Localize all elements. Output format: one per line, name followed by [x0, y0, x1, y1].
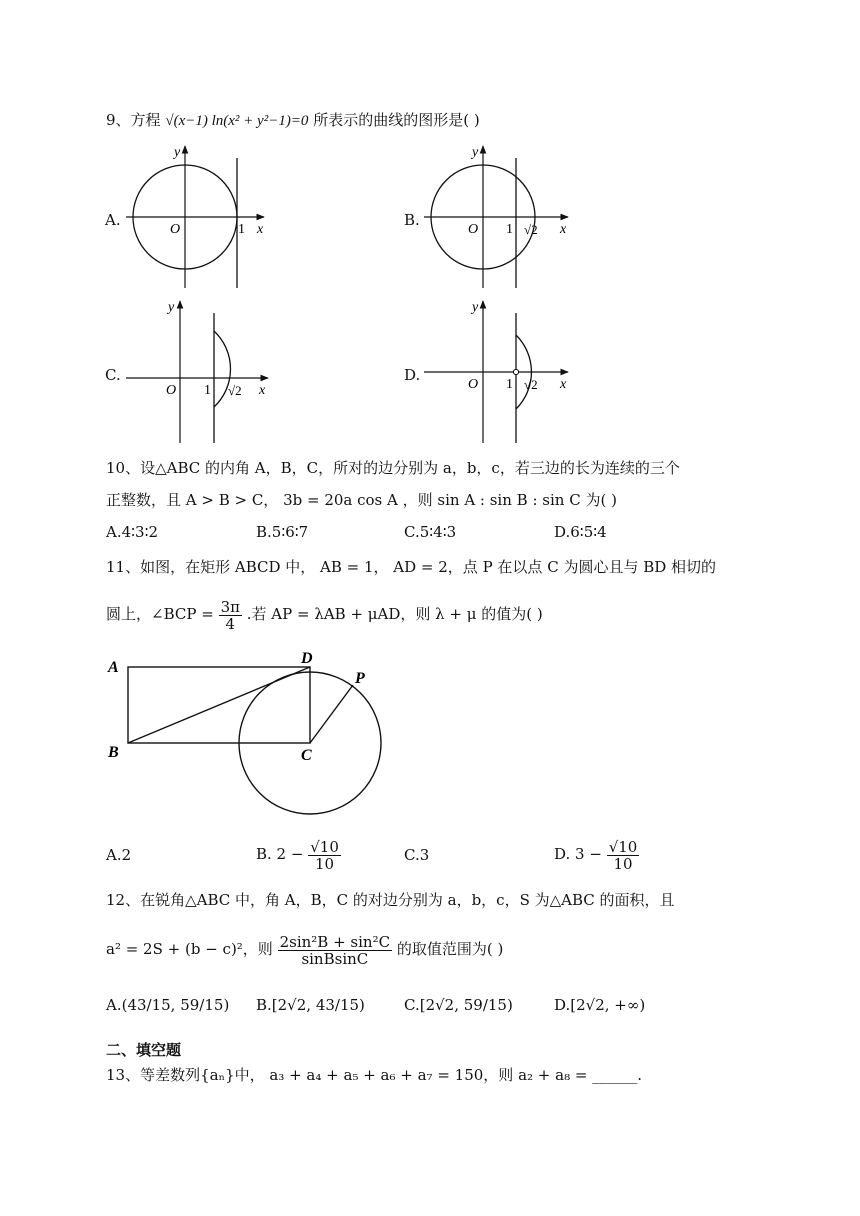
q12-option-d: D.[2√2, +∞) [554, 996, 646, 1014]
angle-fraction: $\frac{3\pi}{4}$ [220, 597, 240, 633]
one-label: 1 [506, 222, 513, 237]
q12-option-a: A.(43/15, 59/15) [106, 996, 230, 1014]
x-label: x [560, 377, 567, 392]
q12-line2: a² = 2S + (b − c)²，则 $\frac{\text{2sin²B + sin²C}}{\text{sinBsinC}}$ 的取值范围为( ) [106, 932, 504, 968]
label-b: B [108, 744, 119, 761]
x-label: x [560, 222, 567, 237]
q11-line1: 11、如图，在矩形 ABCD 中， AB = 1， AD = 2，点 P 在以点 C 为圆心且与 BD 相切的 [106, 558, 717, 576]
q11-option-a: A.2 [106, 846, 132, 864]
q10-option-d: D.6∶5∶4 [554, 523, 607, 541]
y-label: y [174, 145, 181, 160]
one-label: 1 [204, 383, 211, 398]
label-d: D [301, 650, 313, 667]
q9-option-b-label: B. [404, 211, 420, 229]
y-label: y [472, 145, 479, 160]
label-a: A [108, 659, 119, 676]
one-label: 1 [238, 222, 245, 237]
origin-label: O [166, 383, 177, 398]
x-label: x [257, 222, 264, 237]
q11-figure [100, 645, 400, 820]
diagonal-bd [128, 667, 310, 743]
q10-option-a: A.4∶3∶2 [106, 523, 159, 541]
q11-option-d: D. 3 − $\frac{√10}{10}$ [554, 837, 638, 873]
q9-graph-a [122, 140, 282, 290]
q12-option-c: C.[2√2, 59/15) [404, 996, 513, 1014]
label-p: P [355, 670, 365, 687]
y-label: y [472, 300, 479, 315]
q9-graph-d [420, 295, 580, 445]
q13-stem: 13、等差数列{aₙ}中， a₃ + a₄ + a₅ + a₆ + a₇ = 150，则 a₂ + a₈ = ______. [106, 1066, 642, 1084]
origin-label: O [468, 377, 479, 392]
label-c: C [301, 747, 312, 764]
q10-line2: 正整数，且 A > B > C， 3b = 20a cos A ，则 sin A : sin B : sin C 为( ) [106, 491, 617, 509]
x-label: x [259, 383, 266, 398]
q9-stem: 9、方程 √(x−1) ln(x² + y²−1)=0 所表示的曲线的图形是( ) [106, 111, 480, 129]
section-title: 二、填空题 [106, 1041, 182, 1059]
sqrt2-label: √2 [228, 383, 242, 398]
q9-equation: √(x−1) ln(x² + y²−1)=0 [165, 113, 309, 129]
q9-option-a-label: A. [105, 211, 121, 229]
q12-line1: 12、在锐角△ABC 中，角 A，B，C 的对边分别为 a，b，c，S 为△ABC 的面积，且 [106, 891, 675, 909]
y-label: y [168, 300, 175, 315]
sqrt2-label: √2 [524, 377, 538, 392]
open-point [513, 369, 518, 374]
ratio-fraction: $\frac{\text{2sin²B + sin²C}}{\text{sinBsinC}}$ [279, 932, 391, 968]
q11-line2: 圆上，∠BCP = $\frac{3\pi}{4}$ .若 AP = λAB + μAD，则 λ + μ 的值为( ) [106, 597, 543, 633]
q9-graph-c [122, 295, 282, 445]
q10-option-c: C.5∶4∶3 [404, 523, 457, 541]
q9-graph-b [420, 140, 580, 290]
q9-option-c-label: C. [105, 366, 121, 384]
origin-label: O [170, 222, 181, 237]
origin-label: O [468, 222, 479, 237]
segment-cp [310, 685, 353, 743]
q11-option-c: C.3 [404, 846, 430, 864]
sqrt2-label: √2 [524, 222, 538, 237]
q11-option-b: B. 2 − $\frac{√10}{10}$ [256, 837, 339, 873]
one-label: 1 [506, 377, 513, 392]
q10-option-b: B.5∶6∶7 [256, 523, 309, 541]
q12-option-b: B.[2√2, 43/15) [256, 996, 365, 1014]
q10-line1: 10、设△ABC 的内角 A，B，C，所对的边分别为 a，b，c，若三边的长为连续的三个 [106, 459, 680, 477]
q9-option-d-label: D. [404, 366, 421, 384]
